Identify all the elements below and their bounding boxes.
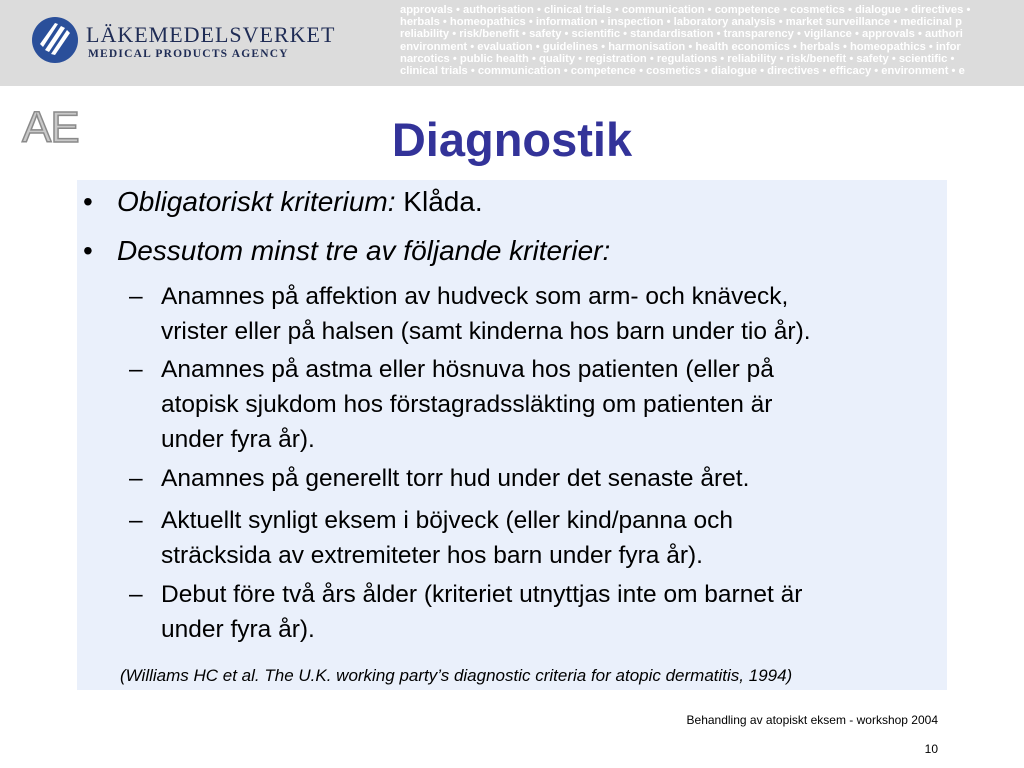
footer-text: Behandling av atopiskt eksem - workshop 2004: [686, 713, 938, 727]
criterion-line: under fyra år).: [161, 616, 315, 643]
keyword-line: reliability • risk/benefit • safety • scientific • standardisation • transparency • vigilance • approvals • authori: [400, 28, 963, 41]
keyword-line: clinical trials • communication • competence • cosmetics • dialogue • directives • efficacy • environment • e: [400, 65, 965, 78]
criterion-line: Anamnes på astma eller hösnuva hos patienten (eller på: [161, 356, 774, 383]
agency-logo-icon: [31, 16, 79, 64]
criterion-text: [161, 352, 931, 457]
logo-name: LÄKEMEDELSVERKET: [86, 22, 336, 47]
content-box: [77, 180, 947, 690]
slide-title: Diagnostik: [391, 113, 633, 166]
keyword-watermark: [400, 4, 1024, 82]
bullet-italic-text: Obligatoriskt kriterium:: [117, 186, 396, 217]
keyword-line: environment • evaluation • guidelines • harmonisation • health economics • herbals • homeopathics • infor: [400, 40, 961, 53]
criterion-line: Aktuellt synligt eksem i böjveck (eller kind/panna och: [161, 507, 733, 534]
criterion-marker: –: [129, 507, 143, 534]
bullet-text: [117, 186, 483, 218]
criterion-line: atopisk sjukdom hos förstagradssläkting om patienten är: [161, 391, 773, 418]
criterion-line: Anamnes på affektion av hudveck som arm- och knäveck,: [161, 283, 789, 310]
criterion-line: Debut före två års ålder (kriteriet utnyttjas inte om barnet är: [161, 581, 803, 608]
criterion-marker: –: [129, 465, 143, 492]
criterion-text: [161, 279, 931, 349]
keyword-line: narcotics • public health • quality • registration • regulations • reliability • risk/benefit • safety • scientific •: [400, 52, 955, 65]
citation: (Williams HC et al. The U.K. working party’s diagnostic criteria for atopic dermatitis, 1994): [120, 666, 793, 685]
criterion-line: under fyra år).: [161, 426, 315, 453]
criterion-line: sträcksida av extremiteter hos barn under fyra år).: [161, 542, 703, 569]
bullet-italic-text: Dessutom minst tre av följande kriterier:: [117, 235, 611, 266]
logo-subtitle: MEDICAL PRODUCTS AGENCY: [88, 48, 289, 60]
criterion-marker: –: [129, 283, 143, 310]
criterion-text: [161, 577, 931, 647]
bullet-marker: •: [83, 235, 93, 266]
criterion-line: vrister eller på halsen (samt kinderna hos barn under tio år).: [161, 318, 811, 345]
ae-mark: AE: [22, 103, 79, 152]
criterion-marker: –: [129, 581, 143, 608]
criterion-line: Anamnes på generellt torr hud under det senaste året.: [161, 465, 750, 492]
keyword-line: approvals • authorisation • clinical trials • communication • competence • cosmetics • dialogue • directives •: [400, 4, 971, 16]
criterion-text: [161, 503, 931, 573]
page-number: 10: [924, 742, 938, 756]
keyword-line: herbals • homeopathics • information • inspection • laboratory analysis • market surveillance • medicinal p: [400, 16, 962, 29]
bullet-text: [117, 235, 610, 267]
criterion-text: [161, 461, 931, 496]
criterion-marker: –: [129, 356, 143, 383]
bullet-marker: •: [83, 186, 93, 217]
bullet-normal-text: Klåda.: [395, 186, 483, 217]
header-band: [0, 0, 1024, 86]
